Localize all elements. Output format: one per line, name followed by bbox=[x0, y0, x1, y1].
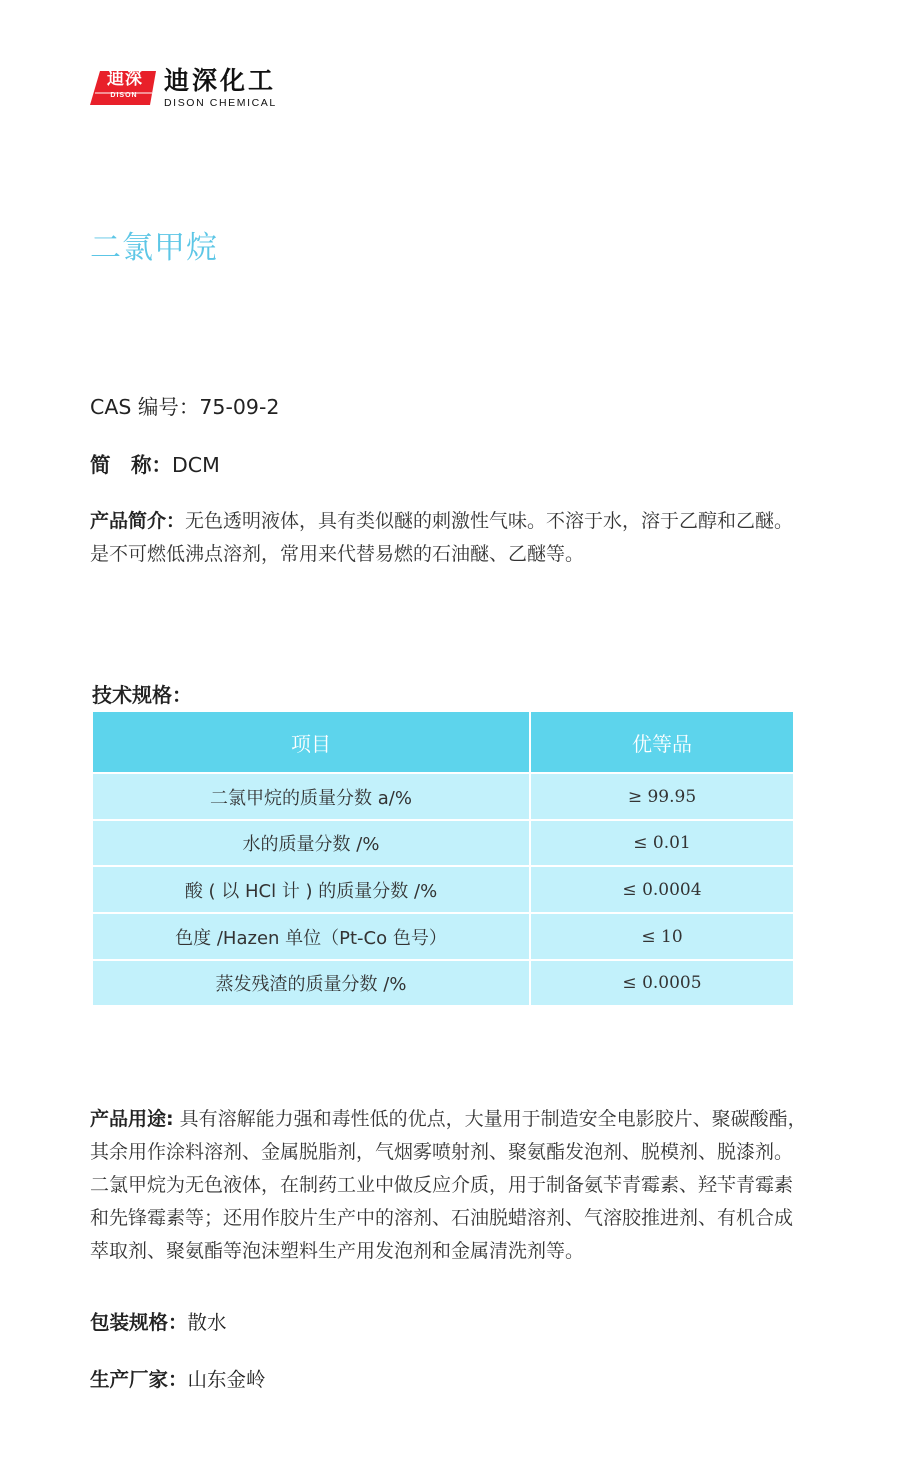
spec-item: 二氯甲烷的质量分数 a/% bbox=[92, 773, 530, 820]
table-row bbox=[92, 820, 794, 866]
abbr-value: DCM bbox=[172, 453, 220, 477]
logo-badge-sub: DISON bbox=[110, 92, 138, 99]
spec-item: 蒸发残渣的质量分数 /% bbox=[92, 960, 530, 1006]
usage-text: 具有溶解能力强和毒性低的优点，大量用于制造安全电影胶片、聚碳酸酯，其余用作涂料溶剂、金属脱脂剂，气烟雾喷射剂、聚氨酯发泡剂、脱模剂、脱漆剂。二氯甲烷为无色液体，在制药工业中做反应介质，用于制备氨苄青霉素、羟苄青霉素和先锋霉素等；还用作胶片生产中的溶剂、石油脱蜡溶剂、气溶胶推进剂、有机合成萃取剂、聚氨酯等泡沫塑料生产用发泡剂和金属清洗剂等。 bbox=[90, 1108, 807, 1262]
intro-text: 无色透明液体，具有类似醚的刺激性气味。不溶于水，溶于乙醇和乙醚。是不可燃低沸点溶剂，常用来代替易燃的石油醚、乙醚等。 bbox=[90, 510, 794, 565]
logo-company-english: DISON CHEMICAL bbox=[164, 97, 277, 109]
cas-label: CAS 编号： bbox=[90, 395, 200, 419]
manufacturer-line bbox=[90, 1364, 266, 1392]
specs-header-grade: 优等品 bbox=[530, 711, 794, 773]
specs-table bbox=[91, 710, 795, 1007]
abbr-line bbox=[90, 448, 220, 478]
product-intro bbox=[90, 505, 810, 571]
logo-badge-text: 迪深 bbox=[107, 69, 143, 89]
spec-value: ≥ 99.95 bbox=[530, 773, 794, 820]
spec-value: ≤ 10 bbox=[530, 913, 794, 960]
spec-item: 水的质量分数 /% bbox=[92, 820, 530, 866]
abbr-label: 简 称： bbox=[90, 453, 172, 477]
manufacturer-value: 山东金岭 bbox=[187, 1368, 266, 1391]
table-row bbox=[92, 960, 794, 1006]
table-row bbox=[92, 913, 794, 960]
spec-value: ≤ 0.01 bbox=[530, 820, 794, 866]
product-usage bbox=[90, 1103, 810, 1268]
specs-label: 技术规格： bbox=[92, 683, 192, 707]
intro-label: 产品简介： bbox=[90, 510, 186, 532]
table-row bbox=[92, 773, 794, 820]
packaging-label: 包装规格： bbox=[90, 1311, 188, 1334]
cas-line bbox=[90, 390, 279, 420]
logo-company-name: 迪深化工 bbox=[164, 66, 277, 95]
spec-item: 色度 /Hazen 单位（Pt-Co 色号） bbox=[92, 913, 530, 960]
spec-item: 酸 ( 以 HCl 计 ) 的质量分数 /% bbox=[92, 866, 530, 913]
spec-value: ≤ 0.0005 bbox=[530, 960, 794, 1006]
company-logo bbox=[90, 66, 290, 112]
cas-value: 75-09-2 bbox=[199, 395, 280, 419]
packaging-line bbox=[90, 1307, 227, 1335]
usage-label: 产品用途: bbox=[90, 1108, 174, 1130]
table-row bbox=[92, 866, 794, 913]
specs-header-item: 项目 bbox=[92, 711, 530, 773]
specs-header-row bbox=[92, 711, 794, 773]
product-title: 二氯甲烷 bbox=[90, 230, 218, 266]
manufacturer-label: 生产厂家： bbox=[90, 1368, 188, 1391]
spec-value: ≤ 0.0004 bbox=[530, 866, 794, 913]
packaging-value: 散水 bbox=[187, 1311, 227, 1334]
